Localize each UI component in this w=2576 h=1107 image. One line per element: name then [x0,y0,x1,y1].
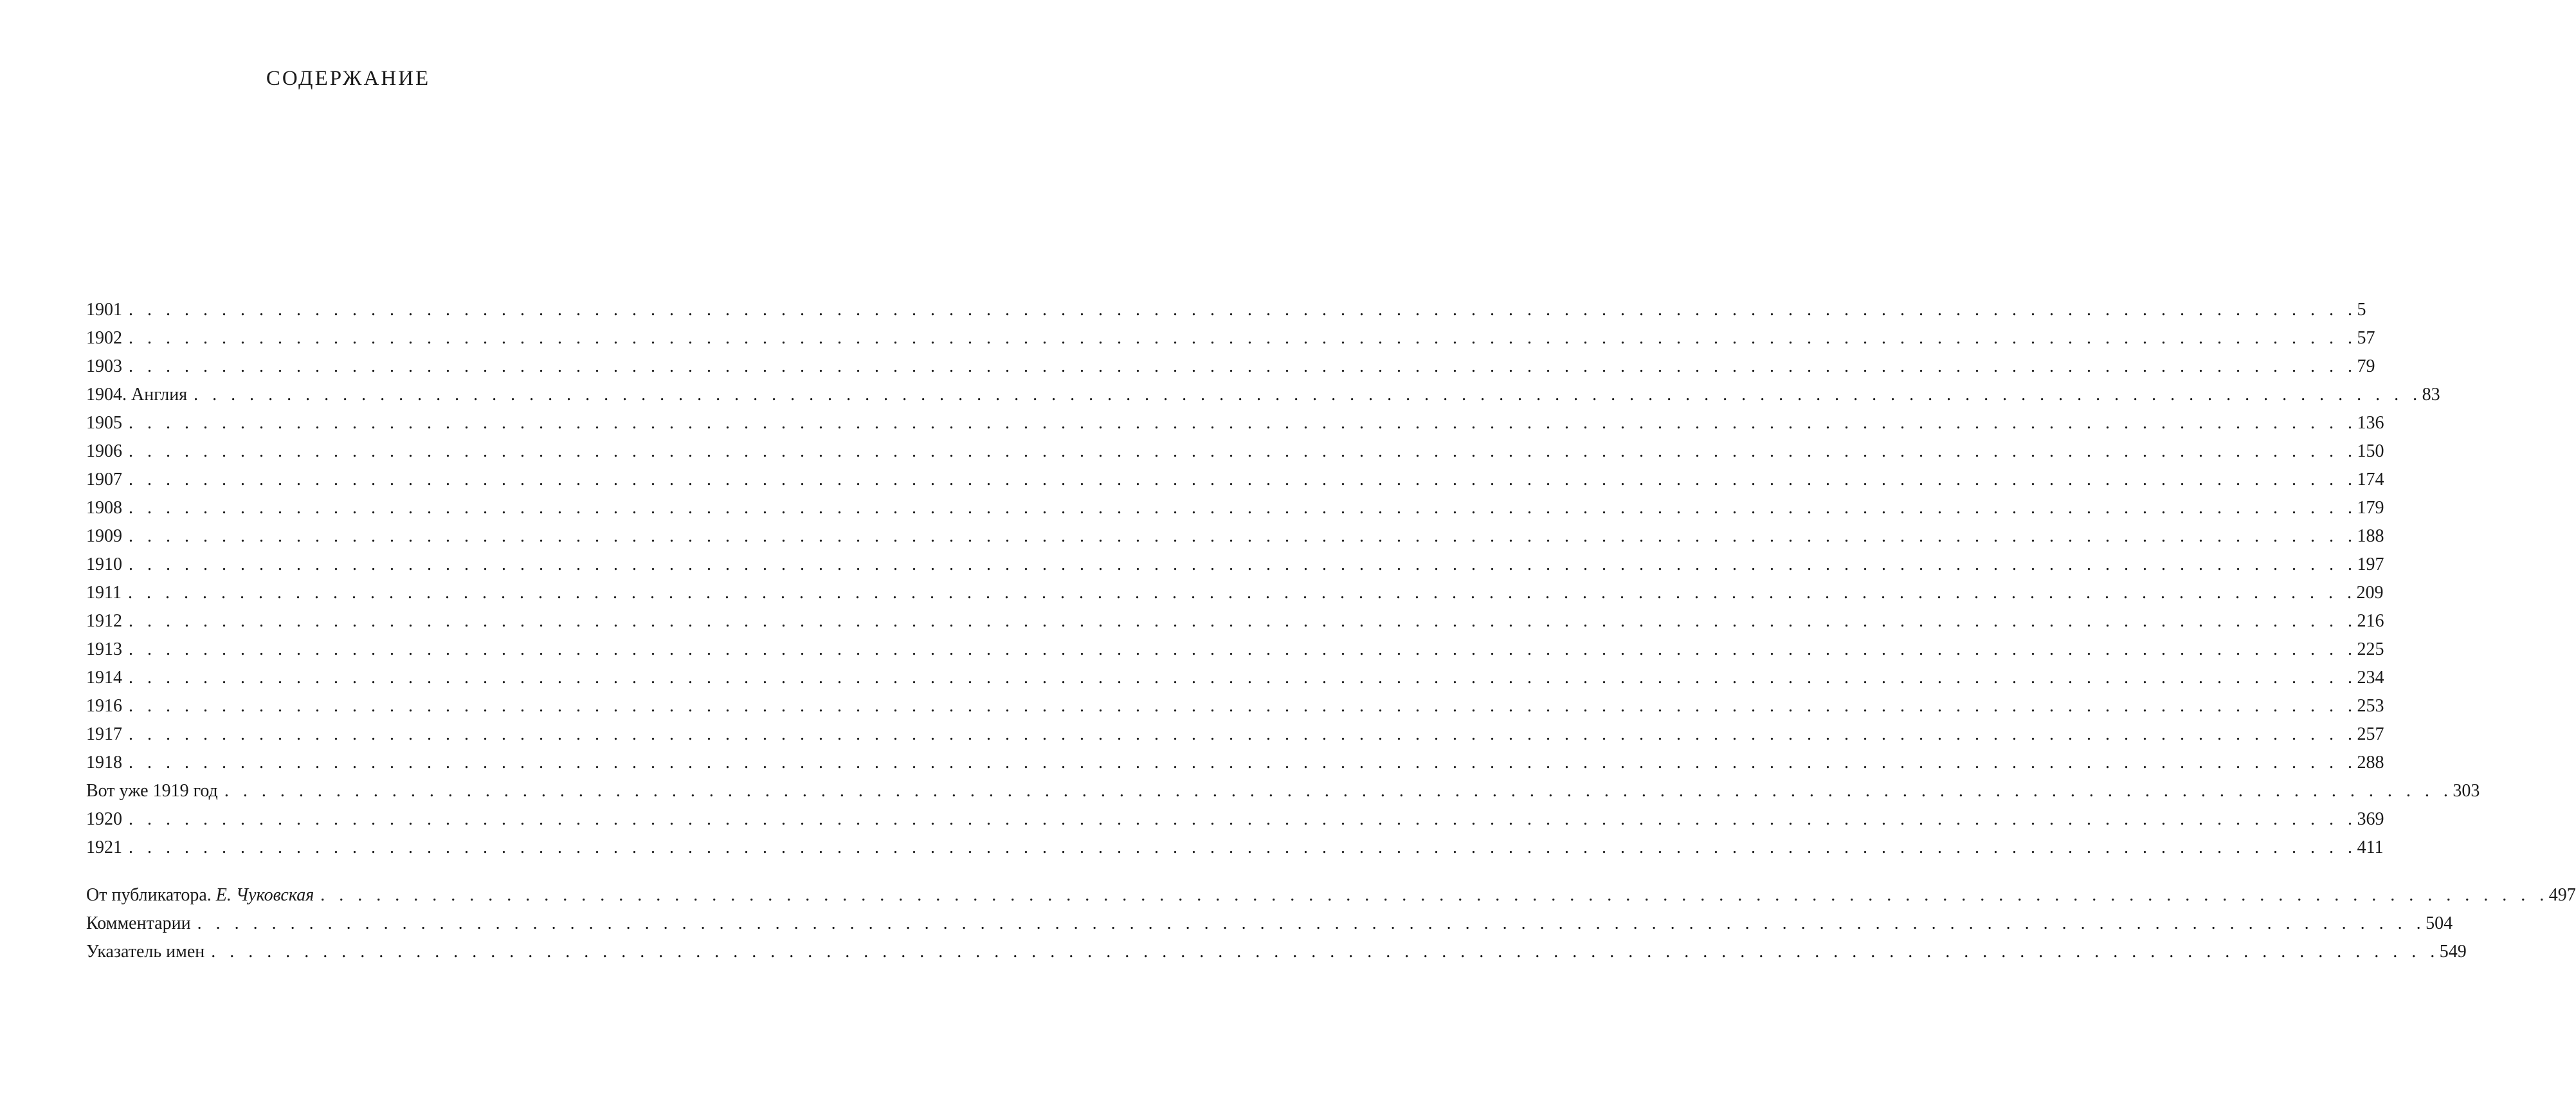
toc-entry[interactable] [86,749,2384,777]
toc-entry-page: 136 [2357,413,2384,433]
dot-leader: . . . . . . . . . . . . . . . . . . . . . . . . . . . . . . . . . . . . . . . . . . . . . . . . . . . . . . . . . . . . . . . . . . . . . . . . . . . . . . . . . . . . . . . . . . . . . . . . . . . . . . . . . . . . . . . . . . . . . . . . [129,611,2357,631]
toc-entry-page: 174 [2357,470,2384,489]
toc-entry-label [86,636,129,664]
toc-entry-label [86,881,320,910]
toc-entry-label [86,381,194,409]
dot-leader: . . . . . . . . . . . . . . . . . . . . . . . . . . . . . . . . . . . . . . . . . . . . . . . . . . . . . . . . . . . . . . . . . . . . . . . . . . . . . . . . . . . . . . . . . . . . . . . . . . . . . . . . . . . . . . . . . . . . . . . . [129,300,2357,320]
dot-leader: . . . . . . . . . . . . . . . . . . . . . . . . . . . . . . . . . . . . . . . . . . . . . . . . . . . . . . . . . . . . . . . . . . . . . . . . . . . . . . . . . . . . . . . . . . . . . . . . . . . . . . . . . . . . . . . . . . . . . . . . [211,942,2440,962]
toc-entry-label [86,437,129,466]
toc-entry[interactable] [86,466,2384,494]
toc-list [86,296,2480,862]
toc-entry-page: 188 [2357,526,2384,546]
entry-author: Е. Чуковская [215,885,314,905]
toc-entry-label [86,805,129,834]
toc-entry[interactable] [86,777,2480,805]
toc-entry[interactable] [86,579,2384,607]
toc-entry[interactable] [86,910,2453,938]
toc-entry[interactable] [86,352,2375,381]
toc-entry-label [86,494,129,522]
dot-leader: . . . . . . . . . . . . . . . . . . . . . . . . . . . . . . . . . . . . . . . . . . . . . . . . . . . . . . . . . . . . . . . . . . . . . . . . . . . . . . . . . . . . . . . . . . . . . . . . . . . . . . . . . . . . . . . . . . . . . . . . [129,724,2357,744]
toc-entry[interactable] [86,805,2384,834]
toc-entry[interactable] [86,522,2384,551]
entry-title: Указатель имен [86,942,205,962]
entry-title: 1917 [86,724,122,744]
entry-title: 1903 [86,356,122,376]
toc-entry-label [86,296,129,324]
toc-entry-label [86,720,129,749]
entry-title: 1908 [86,498,122,518]
dot-leader: . . . . . . . . . . . . . . . . . . . . . . . . . . . . . . . . . . . . . . . . . . . . . . . . . . . . . . . . . . . . . . . . . . . . . . . . . . . . . . . . . . . . . . . . . . . . . . . . . . . . . . . . . . . . . . . . . . . . . . . . [129,413,2357,433]
toc-entry[interactable] [86,409,2384,437]
toc-entry[interactable] [86,664,2384,692]
entry-title: 1902 [86,328,122,348]
entry-title: 1906 [86,441,122,461]
toc-entry-page: 216 [2357,611,2384,631]
dot-leader: . . . . . . . . . . . . . . . . . . . . . . . . . . . . . . . . . . . . . . . . . . . . . . . . . . . . . . . . . . . . . . . . . . . . . . . . . . . . . . . . . . . . . . . . . . . . . . . . . . . . . . . . . . . . . . . . . . . . . . . . [129,696,2357,716]
toc-entry-page: 411 [2357,837,2384,857]
toc-entry-page: 83 [2422,385,2440,405]
toc-entry-label [86,749,129,777]
entry-title: 1918 [86,753,122,773]
dot-leader: . . . . . . . . . . . . . . . . . . . . . . . . . . . . . . . . . . . . . . . . . . . . . . . . . . . . . . . . . . . . . . . . . . . . . . . . . . . . . . . . . . . . . . . . . . . . . . . . . . . . . . . . . . . . . . . . . . . . . . . . [129,441,2357,461]
entry-title: 1912 [86,611,122,631]
toc-entry[interactable] [86,324,2375,352]
entry-title: 1916 [86,696,122,716]
toc-entry-label [86,910,197,938]
dot-leader: . . . . . . . . . . . . . . . . . . . . . . . . . . . . . . . . . . . . . . . . . . . . . . . . . . . . . . . . . . . . . . . . . . . . . . . . . . . . . . . . . . . . . . . . . . . . . . . . . . . . . . . . . . . . . . . . . . . . . . . . [129,809,2357,829]
entry-title: 1920 [86,809,122,829]
toc-entry-page: 225 [2357,639,2384,659]
toc-entry-page: 234 [2357,668,2384,688]
dot-leader: . . . . . . . . . . . . . . . . . . . . . . . . . . . . . . . . . . . . . . . . . . . . . . . . . . . . . . . . . . . . . . . . . . . . . . . . . . . . . . . . . . . . . . . . . . . . . . . . . . . . . . . . . . . . . . . . . . . . . . . . [129,554,2357,574]
toc-entry-page: 150 [2357,441,2384,461]
toc-entry-label [86,352,129,381]
dot-leader: . . . . . . . . . . . . . . . . . . . . . . . . . . . . . . . . . . . . . . . . . . . . . . . . . . . . . . . . . . . . . . . . . . . . . . . . . . . . . . . . . . . . . . . . . . . . . . . . . . . . . . . . . . . . . . . . . . . . . . . . [129,356,2357,376]
toc-entry-page: 549 [2439,942,2467,962]
toc-entry[interactable] [86,938,2467,966]
toc-entry-page: 79 [2357,356,2375,376]
dot-leader: . . . . . . . . . . . . . . . . . . . . . . . . . . . . . . . . . . . . . . . . . . . . . . . . . . . . . . . . . . . . . . . . . . . . . . . . . . . . . . . . . . . . . . . . . . . . . . . . . . . . . . . . . . . . . . . . . . . . . . . . [129,753,2357,773]
toc-entry-label [86,551,129,579]
toc-entry-page: 253 [2357,696,2384,716]
entry-title: 1904. Англия [86,385,188,405]
toc-entry[interactable] [86,551,2384,579]
toc-appendix-list [86,881,2576,966]
toc-entry-label [86,522,129,551]
toc-entry-page: 5 [2357,300,2366,320]
toc-entry-label [86,579,128,607]
toc-entry-page: 288 [2357,753,2384,773]
dot-leader: . . . . . . . . . . . . . . . . . . . . . . . . . . . . . . . . . . . . . . . . . . . . . . . . . . . . . . . . . . . . . . . . . . . . . . . . . . . . . . . . . . . . . . . . . . . . . . . . . . . . . . . . . . . . . . . . . . . . . . . . [129,498,2357,518]
toc-entry[interactable] [86,881,2576,910]
dot-leader: . . . . . . . . . . . . . . . . . . . . . . . . . . . . . . . . . . . . . . . . . . . . . . . . . . . . . . . . . . . . . . . . . . . . . . . . . . . . . . . . . . . . . . . . . . . . . . . . . . . . . . . . . . . . . . . . . . . . . . . . [194,385,2422,405]
toc-entry[interactable] [86,607,2384,636]
toc-entry[interactable] [86,296,2366,324]
dot-leader: . . . . . . . . . . . . . . . . . . . . . . . . . . . . . . . . . . . . . . . . . . . . . . . . . . . . . . . . . . . . . . . . . . . . . . . . . . . . . . . . . . . . . . . . . . . . . . . . . . . . . . . . . . . . . . . . . . . . . . . . [129,837,2357,857]
dot-leader: . . . . . . . . . . . . . . . . . . . . . . . . . . . . . . . . . . . . . . . . . . . . . . . . . . . . . . . . . . . . . . . . . . . . . . . . . . . . . . . . . . . . . . . . . . . . . . . . . . . . . . . . . . . . . . . . . . . . . . . . [224,781,2453,801]
toc-entry[interactable] [86,437,2384,466]
toc-entry-page: 57 [2357,328,2375,348]
entry-title: 1907 [86,470,122,489]
dot-leader: . . . . . . . . . . . . . . . . . . . . . . . . . . . . . . . . . . . . . . . . . . . . . . . . . . . . . . . . . . . . . . . . . . . . . . . . . . . . . . . . . . . . . . . . . . . . . . . . . . . . . . . . . . . . . . . . . . . . . . . . [129,328,2357,348]
entry-title: 1905 [86,413,122,433]
entry-title: От публикатора. [86,885,212,905]
dot-leader: . . . . . . . . . . . . . . . . . . . . . . . . . . . . . . . . . . . . . . . . . . . . . . . . . . . . . . . . . . . . . . . . . . . . . . . . . . . . . . . . . . . . . . . . . . . . . . . . . . . . . . . . . . . . . . . . . . . . . . . . [197,913,2426,933]
dot-leader: . . . . . . . . . . . . . . . . . . . . . . . . . . . . . . . . . . . . . . . . . . . . . . . . . . . . . . . . . . . . . . . . . . . . . . . . . . . . . . . . . . . . . . . . . . . . . . . . . . . . . . . . . . . . . . . . . . . . . . . . [129,668,2357,688]
dot-leader: . . . . . . . . . . . . . . . . . . . . . . . . . . . . . . . . . . . . . . . . . . . . . . . . . . . . . . . . . . . . . . . . . . . . . . . . . . . . . . . . . . . . . . . . . . . . . . . . . . . . . . . . . . . . . . . . . . . . . . . . [129,526,2357,546]
entry-title: 1913 [86,639,122,659]
toc-entry[interactable] [86,834,2384,862]
page-title: СОДЕРЖАНИЕ [266,67,431,90]
toc-entry-label [86,834,129,862]
toc-entry-label [86,324,129,352]
toc-entry-label [86,466,129,494]
toc-entry[interactable] [86,720,2384,749]
dot-leader: . . . . . . . . . . . . . . . . . . . . . . . . . . . . . . . . . . . . . . . . . . . . . . . . . . . . . . . . . . . . . . . . . . . . . . . . . . . . . . . . . . . . . . . . . . . . . . . . . . . . . . . . . . . . . . . . . . . . . . . . [129,470,2357,489]
toc-entry-page: 257 [2357,724,2384,744]
toc-entry-page: 369 [2357,809,2384,829]
entry-title: 1910 [86,554,122,574]
toc-entry-page: 179 [2357,498,2384,518]
entry-title: 1911 [86,583,122,603]
toc-entry-label [86,777,224,805]
toc-entry-label [86,692,129,720]
toc-entry-label [86,409,129,437]
entry-title: 1921 [86,837,122,857]
entry-title: 1909 [86,526,122,546]
entry-title: Комментарии [86,913,191,933]
entry-title: 1914 [86,668,122,688]
toc-entry[interactable] [86,636,2384,664]
entry-title: Вот уже 1919 год [86,781,218,801]
toc-entry-label [86,938,211,966]
toc-entry[interactable] [86,494,2384,522]
toc-entry-page: 497 [2548,885,2576,905]
toc-entry-page: 303 [2453,781,2480,801]
dot-leader: . . . . . . . . . . . . . . . . . . . . . . . . . . . . . . . . . . . . . . . . . . . . . . . . . . . . . . . . . . . . . . . . . . . . . . . . . . . . . . . . . . . . . . . . . . . . . . . . . . . . . . . . . . . . . . . . . . . . . . . . [320,885,2549,905]
toc-entry-label [86,607,129,636]
toc-entry-page: 197 [2357,554,2384,574]
entry-title: 1901 [86,300,122,320]
toc-entry-label [86,664,129,692]
toc-entry-page: 504 [2426,913,2453,933]
toc-entry[interactable] [86,381,2440,409]
toc-entry-page: 209 [2356,583,2384,603]
toc-entry[interactable] [86,692,2384,720]
dot-leader: . . . . . . . . . . . . . . . . . . . . . . . . . . . . . . . . . . . . . . . . . . . . . . . . . . . . . . . . . . . . . . . . . . . . . . . . . . . . . . . . . . . . . . . . . . . . . . . . . . . . . . . . . . . . . . . . . . . . . . . . [127,583,2357,603]
dot-leader: . . . . . . . . . . . . . . . . . . . . . . . . . . . . . . . . . . . . . . . . . . . . . . . . . . . . . . . . . . . . . . . . . . . . . . . . . . . . . . . . . . . . . . . . . . . . . . . . . . . . . . . . . . . . . . . . . . . . . . . . [129,639,2357,659]
